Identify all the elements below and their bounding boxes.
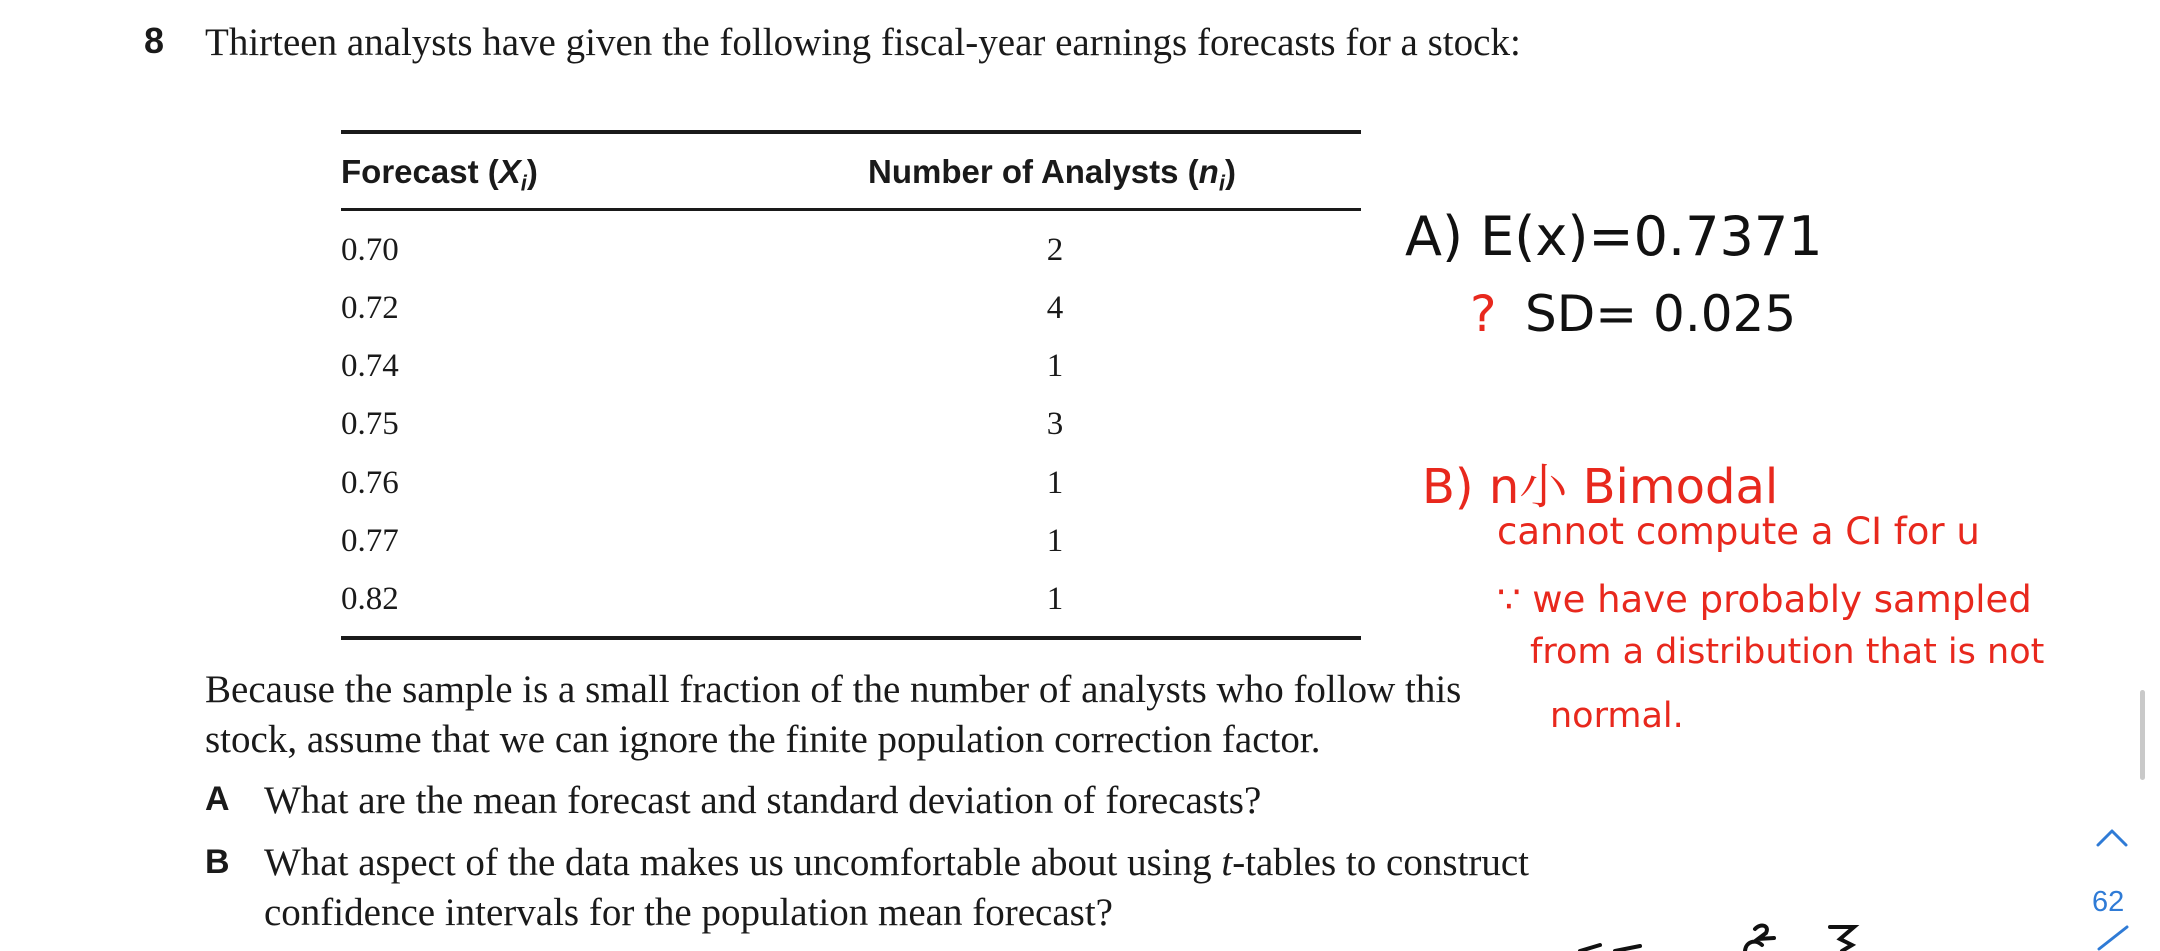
table-cell-forecast: 0.75 — [341, 406, 399, 442]
annotation-a-mean: A) E(x)=0.7371 — [1405, 205, 1823, 268]
annotation-a-question-mark: ? — [1470, 285, 1497, 343]
table-cell-forecast: 0.76 — [341, 465, 399, 501]
table-cell-forecast: 0.77 — [341, 523, 399, 559]
table-cell-count: 1 — [1046, 348, 1064, 384]
annotation-b-line: cannot compute a CI for u — [1497, 510, 1980, 553]
annotation-b-line: ∵ we have probably sampled — [1497, 578, 2032, 621]
scrollbar-thumb[interactable] — [2140, 690, 2145, 780]
header-forecast: Forecast $(X_i)$ — [341, 153, 538, 196]
cropped-handwriting — [1570, 915, 1870, 951]
table-cell-forecast: 0.72 — [341, 290, 399, 326]
table-cell-count: 2 — [1046, 232, 1064, 268]
annotation-a-sd: SD= 0.025 — [1525, 285, 1797, 343]
option-b-text: What aspect of the data makes us uncomfortable about using t-tables to construct confidence intervals for the population mean forecast? — [264, 841, 1529, 934]
table-cell-count: 3 — [1046, 406, 1064, 442]
annotation-b-line: from a distribution that is not — [1530, 632, 2045, 672]
annotation-b-heading: B) n小 Bimodal — [1422, 459, 1779, 515]
table-cell-count: 1 — [1046, 581, 1064, 617]
option-a-text: What are the mean forecast and standard deviation of forecasts? — [264, 779, 1262, 822]
option-a-letter: A — [205, 780, 230, 818]
table-cell-forecast: 0.82 — [341, 581, 399, 617]
page-divider-icon — [2095, 925, 2131, 951]
question-text: Thirteen analysts have given the following fiscal-year earnings forecasts for a stock: — [205, 21, 1521, 64]
assumption-paragraph: Because the sample is a small fraction of the number of analysts who follow this stock, assume that we can ignore the finite population correction factor. — [205, 668, 1462, 761]
table-top-rule — [341, 130, 1361, 134]
page-up-icon[interactable] — [2095, 826, 2129, 848]
table-cell-count: 1 — [1046, 523, 1064, 559]
table-cell-count: 1 — [1046, 465, 1064, 501]
table-bottom-rule — [341, 636, 1361, 640]
header-count: Number of Analysts $(n_i)$ — [868, 153, 1236, 196]
table-cell-forecast: 0.74 — [341, 348, 399, 384]
table-cell-count: 4 — [1046, 290, 1064, 326]
table-header-rule — [341, 208, 1361, 211]
option-b-letter: B — [205, 843, 230, 881]
question-number: 8 — [144, 20, 165, 61]
annotation-b-line: normal. — [1550, 696, 1684, 736]
table-cell-forecast: 0.70 — [341, 232, 399, 268]
page-number: 62 — [2092, 886, 2125, 918]
